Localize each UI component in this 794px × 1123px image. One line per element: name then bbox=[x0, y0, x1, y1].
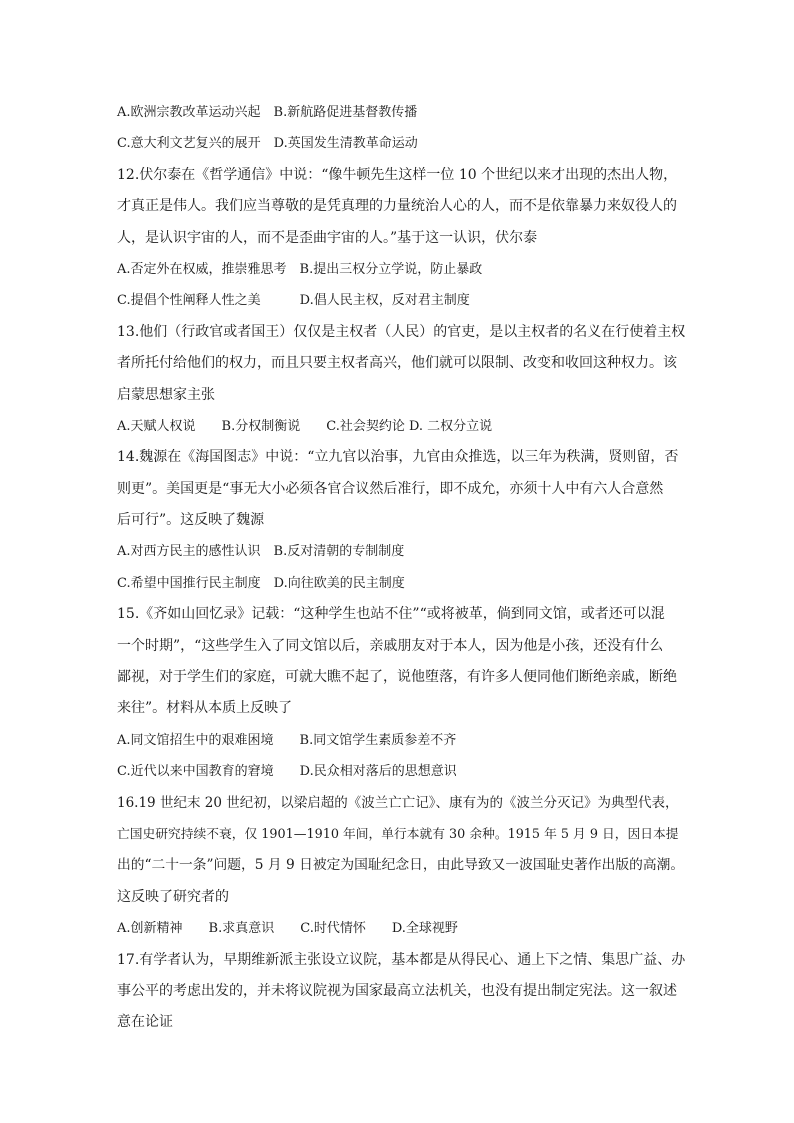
option-line: A.天赋人权说 B.分权制衡说 C.社会契约论 D. 二权分立说 bbox=[117, 418, 493, 434]
question-14-text: 则更”。美国更是“事无大小必须各官合议然后准行，即不成允，亦须十人中有六人合意然 bbox=[117, 480, 664, 497]
option-line: C.近代以来中国教育的窘境 D.民众相对落后的思想意识 bbox=[117, 764, 457, 780]
option-line: A.否定外在权威，推崇雅思考 B.提出三权分立学说，防止暴政 bbox=[117, 261, 483, 277]
question-14-text: 14.魏源在《海国图志》中说：“立九官以治事，九官由众推选，以三年为秩满，贤则留，否 bbox=[117, 449, 679, 466]
question-13-text: 13.他们（行政官或者国王）仅仅是主权者（人民）的官吏，是以主权者的名义在行使着主权 bbox=[117, 323, 686, 340]
question-15-text: 鄙视，对于学生们的家庭，可就大瞧不起了，说他堕落，有许多人便同他们断绝亲戚，断绝 bbox=[117, 669, 677, 686]
question-17-text: 意在论证 bbox=[117, 1014, 173, 1031]
question-17-text: 事公平的考虑出发的，并未将议院视为国家最高立法机关，也没有提出制定宪法。这一叙述 bbox=[117, 982, 677, 999]
option-line: C.提倡个性阐释人性之美 D.倡人民主权，反对君主制度 bbox=[117, 293, 470, 309]
document-page bbox=[117, 97, 687, 1039]
question-16-text: 16.19 世纪末 20 世纪初，以梁启超的《波兰亡亡记》、康有为的《波兰分灭记》为典型代表， bbox=[117, 794, 679, 811]
question-15-text: 一个时期”，“这些学生入了同文馆以后，亲戚朋友对于本人，因为他是小孩，还没有什么 bbox=[117, 637, 664, 654]
option-line: A.创新精神 B.求真意识 C.时代情怀 D.全球视野 bbox=[117, 921, 458, 937]
question-14-text: 后可行”。这反映了魏源 bbox=[117, 512, 265, 529]
question-16-text: 这反映了研究者的 bbox=[117, 888, 229, 905]
option-line: A.对西方民主的感性认识 B.反对清朝的专制制度 bbox=[117, 544, 405, 560]
option-line: A.欧洲宗教改革运动兴起 B.新航路促进基督教传播 bbox=[117, 105, 418, 120]
question-15-text: 15.《齐如山回忆录》记载：“这种学生也站不住”“或将被革，倘到同文馆，或者还可以混 bbox=[117, 606, 665, 623]
question-12-text: 才真正是伟人。我们应当尊敬的是凭真理的力量统治人心的人，而不是依靠暴力来奴役人的 bbox=[117, 198, 677, 215]
question-13-text: 者所托付给他们的权力，而且只要主权者高兴，他们就可以限制、改变和收回这种权力。该 bbox=[117, 355, 677, 372]
question-13-text: 启蒙思想家主张 bbox=[117, 386, 215, 403]
question-16-text: 出的“二十一条”问题，5 月 9 日被定为国耻纪念日，由此导致又一波国耻史著作出版的高潮。 bbox=[117, 857, 685, 874]
question-16-text: 亡国史研究持续不衰，仅 1901—1910 年间，单行本就有 30 余种。1915 年 5 月 9 日，因日本提 bbox=[117, 826, 679, 842]
question-12-text: 人，是认识宇宙的人，而不是歪曲宇宙的人。”基于这一认识，伏尔泰 bbox=[117, 229, 538, 246]
question-15-text: 来往”。材料从本质上反映了 bbox=[117, 700, 293, 717]
option-line: A.同文馆招生中的艰难困境 B.同文馆学生素质参差不齐 bbox=[117, 732, 457, 748]
option-line: C.希望中国推行民主制度 D.向往欧美的民主制度 bbox=[117, 575, 405, 591]
option-line: C.意大利文艺复兴的展开 D.英国发生清教革命运动 bbox=[117, 136, 418, 152]
question-12-text: 12.伏尔泰在《哲学通信》中说：“像牛顿先生这样一位 10 个世纪以来才出现的杰出人物， bbox=[117, 166, 678, 183]
question-17-text: 17.有学者认为，早期维新派主张设立议院，基本都是从得民心、通上下之情、集思广益、办 bbox=[117, 951, 686, 968]
